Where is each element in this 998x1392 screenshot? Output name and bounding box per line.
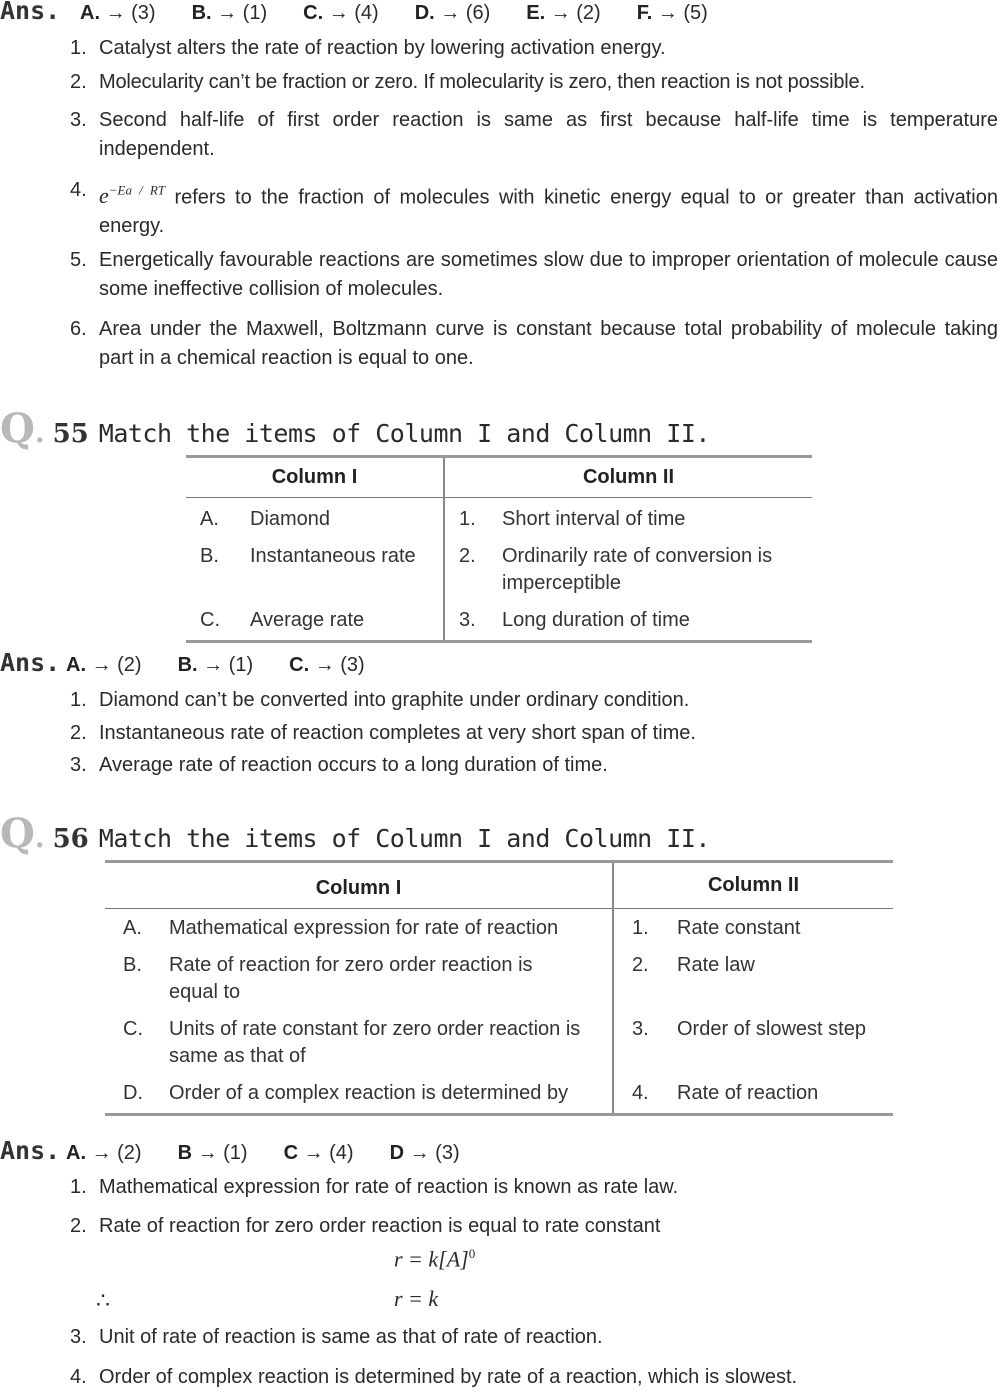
answer-pair: D → (3) bbox=[389, 1142, 460, 1164]
answer-pair: B. → (1) bbox=[177, 654, 254, 676]
list-item: 2. Instantaneous rate of reaction completes at very short span of time. bbox=[70, 722, 696, 744]
question-56-heading: Q . 56 Match the items of Column I and Column II. bbox=[0, 810, 710, 857]
answer-label: Ans. bbox=[0, 0, 61, 25]
table-row: B. Rate of reaction for zero order reaction is equal to 2. Rate law bbox=[105, 948, 893, 1012]
answer-pair: F. → (5) bbox=[636, 2, 708, 24]
therefore-symbol: ∴ bbox=[96, 1288, 110, 1313]
list-item: 2. Molecularity can’t be fraction or zero. If molecularity is zero, then reaction is not possible. bbox=[70, 71, 865, 93]
column-header-2: Column II bbox=[707, 874, 800, 896]
match-table-56 bbox=[105, 860, 893, 1116]
rate-law-formula: $r = k[A]^0$ bbox=[394, 1246, 476, 1272]
question-mark-q: Q bbox=[0, 405, 35, 452]
table-row: A. Diamond 1. Short interval of time bbox=[186, 498, 812, 540]
list-item: 3. Unit of rate of reaction is same as that of rate of reaction. bbox=[70, 1326, 603, 1348]
answer-pair: C. → (3) bbox=[289, 654, 365, 676]
list-item: 3. Second half-life of first order reaction is same as first because half-life time is temperature independent. bbox=[70, 109, 998, 160]
list-item: 4. $e^{-Ea / RT}$ refers to the fraction of molecules with kinetic energy equal to or greater than activation energy. bbox=[70, 179, 998, 238]
answer-pair: D. → (6) bbox=[414, 2, 491, 24]
table-row: A. Mathematical expression for rate of reaction 1. Rate constant bbox=[105, 909, 893, 949]
question-title: Match the items of Column I and Column II. bbox=[98, 419, 710, 448]
table-row: C. Average rate 3. Long duration of time bbox=[186, 603, 812, 642]
answer-pair: C → (4) bbox=[283, 1142, 354, 1164]
table-row: B. Instantaneous rate 2. Ordinarily rate of conversion is imperceptible bbox=[186, 539, 812, 603]
answer-56-line bbox=[0, 1136, 496, 1165]
question-mark-q: Q bbox=[0, 810, 35, 857]
match-table-55 bbox=[186, 455, 812, 643]
answer-pair: C. → (4) bbox=[303, 2, 379, 24]
column-header-1: Column I bbox=[105, 862, 613, 909]
answer-pair: A. → (3) bbox=[80, 2, 156, 24]
answer-label: Ans. bbox=[0, 1136, 61, 1165]
list-item: 2. Rate of reaction for zero order reaction is equal to rate constant bbox=[70, 1215, 661, 1237]
answer-pair: B → (1) bbox=[177, 1142, 248, 1164]
answer-54-line bbox=[0, 0, 744, 25]
list-item: 1. Catalyst alters the rate of reaction by lowering activation energy. bbox=[70, 37, 666, 59]
question-title: Match the items of Column I and Column II. bbox=[98, 824, 710, 853]
answer-pair: A. → (2) bbox=[66, 654, 142, 676]
column-header-2: Column II bbox=[582, 466, 675, 488]
rate-constant-formula: r = k bbox=[394, 1286, 439, 1311]
list-item: 6. Area under the Maxwell, Boltzmann curve is constant because total probability of molecule taking part in a chemical reaction is equal to one. bbox=[70, 318, 998, 369]
answer-pair: B. → (1) bbox=[191, 2, 268, 24]
answer-55-line bbox=[0, 648, 401, 677]
column-header-1: Column I bbox=[186, 457, 444, 498]
answer-label: Ans. bbox=[0, 648, 61, 677]
list-item: 3. Average rate of reaction occurs to a long duration of time. bbox=[70, 754, 608, 776]
list-item: 1. Mathematical expression for rate of reaction is known as rate law. bbox=[70, 1176, 679, 1198]
question-number: 55 bbox=[52, 419, 89, 449]
question-number: 56 bbox=[52, 824, 89, 854]
list-item: 5. Energetically favourable reactions are sometimes slow due to improper orientation of molecule cause some ineffective collision of molecules. bbox=[70, 249, 998, 300]
question-55-heading: Q . 55 Match the items of Column I and Column II. bbox=[0, 405, 710, 452]
list-item: 1. Diamond can’t be converted into graphite under ordinary condition. bbox=[70, 689, 690, 711]
answer-pair: A. → (2) bbox=[66, 1142, 142, 1164]
list-item: 4. Order of complex reaction is determined by rate of a reaction, which is slowest. bbox=[70, 1366, 798, 1388]
exponential-expression: $e^{-Ea / RT}$ bbox=[99, 183, 166, 209]
table-row: C. Units of rate constant for zero order reaction is same as that of 3. Order of slowest step bbox=[105, 1012, 893, 1076]
answer-pair: E. → (2) bbox=[526, 2, 601, 24]
table-row: D. Order of a complex reaction is determined by 4. Rate of reaction bbox=[105, 1076, 893, 1115]
